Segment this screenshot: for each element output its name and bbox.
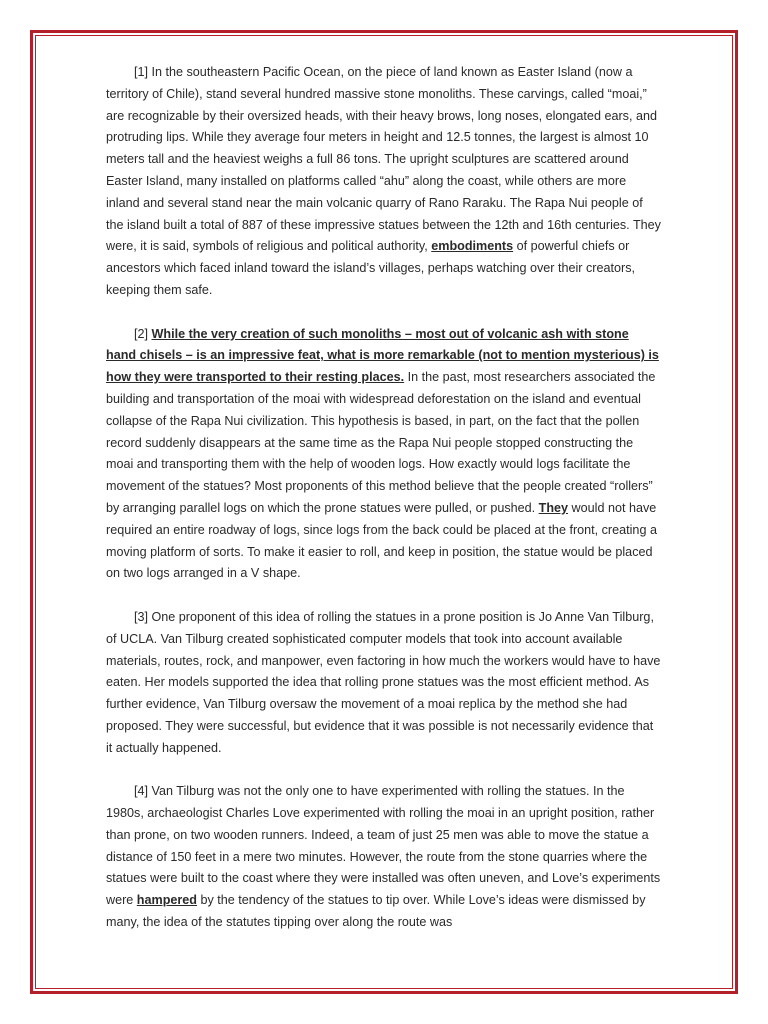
paragraph-1-text-b: of powerful chiefs or ancestors which faced inland toward the island’s villages, perhaps watching over their creators, keeping them safe. — [106, 239, 635, 297]
vocab-they: They — [538, 500, 569, 515]
paragraph-2-text-b: would not have required an entire roadway of logs, since logs from the back could be placed at the front, creating a moving platform of sorts. To make it easier to roll, and keep in position, the statue would be placed on two logs arranged in a V shape. — [106, 500, 657, 581]
document-body — [106, 62, 662, 956]
paragraph-1 — [106, 62, 662, 302]
paragraph-2-number: [2] — [134, 326, 152, 341]
highlighted-sentence: While the very creation of such monoliths – most out of volcanic ash with stone hand chisels – is an impressive feat, what is more remarkable (not to mention mysterious) is how they were transported to their resting places. — [106, 326, 659, 385]
paragraph-3-text: [3] One proponent of this idea of rolling the statues in a prone position is Jo Anne Van Tilburg, of UCLA. Van Tilburg created sophisticated computer models that took into account available materials, routes, rock, and manpower, even factoring in how much the workers would have to have eaten. Her models supported the idea that rolling prone statues was the most efficient method. As further evidence, Van Tilburg oversaw the movement of a moai replica by the method she had proposed. They were successful, but evidence that it was possible is not necessarily evidence that it actually happened. — [106, 609, 661, 755]
paragraph-4-text-a: [4] Van Tilburg was not the only one to have experimented with rolling the statues. In the 1980s, archaeologist Charles Love experimented with rolling the moai in an upright position, rather than prone, on two wooden runners. Indeed, a team of just 25 men was able to move the statue a distance of 150 feet in a mere two minutes. However, the route from the stone quarries where the statues were built to the coast where they were installed was often uneven, and Love’s experiments were — [106, 784, 661, 908]
paragraph-4 — [106, 781, 662, 934]
paragraph-4-text-b: by the tendency of the statues to tip over. While Love’s ideas were dismissed by many, the idea of the statutes tipping over along the route was — [106, 893, 646, 930]
paragraph-3 — [106, 607, 662, 760]
paragraph-2-text-a: In the past, most researchers associated the building and transportation of the moai with widespread deforestation on the island and eventual collapse of the Rapa Nui civilization. This hypothesis is based, in part, on the fact that the pollen record suddenly disappears at the same time as the Rapa Nui people stopped constructing the moai and transporting them with the help of wooden logs. How exactly would logs facilitate the movement of the statues? Most proponents of this method believe that the people created “rollers” by arranging parallel logs on which the prone statues were pulled, or pushed. — [106, 370, 656, 515]
paragraph-1-text-a: [1] In the southeastern Pacific Ocean, on the piece of land known as Easter Island (now a territory of Chile), stand several hundred massive stone monoliths. These carvings, called “moai,” are recognizable by their oversized heads, with their heavy brows, long noses, elongated ears, and protruding lips. While they average four meters in height and 12.5 tonnes, the largest is almost 10 meters tall and the heaviest weighs a full 86 tons. The upright sculptures are scattered around Easter Island, many installed on platforms called “ahu” along the coast, while others are more inland and several stand near the main volcanic quarry of Rano Raraku. The Rapa Nui people of the island built a total of 887 of these impressive statues between the 12th and 16th centuries. They were, it is said, symbols of religious and political authority, — [106, 65, 661, 254]
vocab-embodiments: embodiments — [431, 239, 514, 254]
paragraph-2 — [106, 324, 662, 586]
vocab-hampered: hampered — [136, 893, 197, 908]
